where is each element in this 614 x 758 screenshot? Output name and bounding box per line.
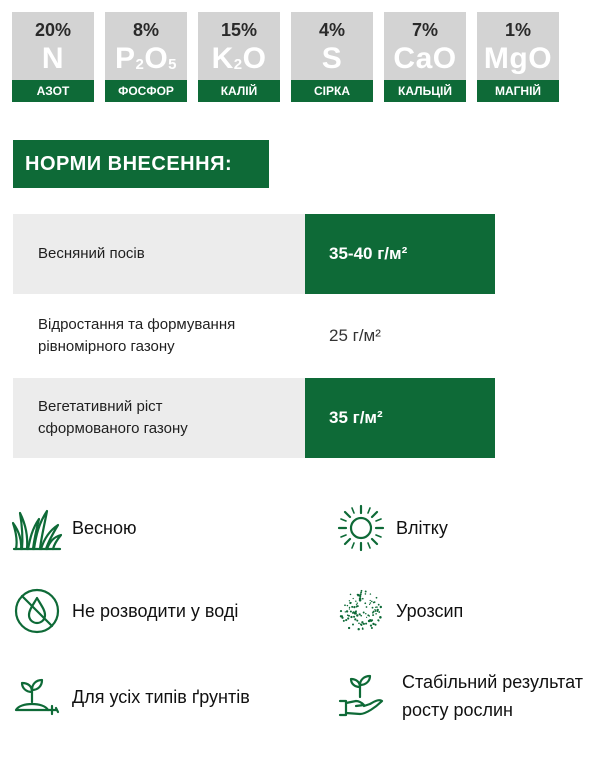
nutrient-percent: 1% — [504, 20, 531, 40]
nutrient-badge-cao — [384, 12, 466, 102]
feature-label: Стабільний результат росту рослин — [402, 672, 583, 720]
nutrient-symbol: $P_2O_5$ — [114, 42, 178, 75]
rate-label: Весняний посів — [13, 214, 305, 294]
nutrient-badge-s — [291, 12, 373, 102]
nutrient-name: МАГНІЙ — [477, 80, 559, 102]
section-title: НОРМИ ВНЕСЕННЯ: — [13, 140, 269, 188]
scatter-seed-icon — [336, 586, 386, 636]
nutrient-badge-p2o5 — [105, 12, 187, 102]
nutrient-name: ФОСФОР — [105, 80, 187, 102]
rate-value: 25 г/м² — [329, 326, 381, 345]
feature-summer — [336, 503, 448, 553]
nutrient-percent: 20% — [34, 20, 72, 40]
nutrient-badge-k2o — [198, 12, 280, 102]
nutrient-percent: 8% — [132, 20, 159, 40]
nutrient-percent: 7% — [411, 20, 438, 40]
feature-all-soils — [12, 672, 250, 722]
feature-stable-result — [336, 668, 583, 724]
hand-plant-icon — [336, 671, 386, 721]
nutrient-name: КАЛЬЦІЙ — [384, 80, 466, 102]
nutrient-badges — [12, 12, 572, 102]
feature-broadcast — [336, 586, 463, 636]
nutrient-badge-mgo — [477, 12, 559, 102]
rate-value: 35-40 г/м² — [305, 214, 495, 294]
feature-label: Для усіх типів ґрунтів — [72, 687, 250, 707]
nutrient-name: КАЛІЙ — [198, 80, 280, 102]
rate-row-vegetative-growth — [13, 378, 495, 458]
feature-label: Весною — [72, 518, 137, 538]
nutrient-symbol: MgO — [483, 42, 553, 75]
rate-value: 35 г/м² — [305, 378, 495, 458]
rate-row-regrowth — [13, 298, 495, 374]
nutrient-symbol: N — [41, 42, 65, 75]
feature-label: Не розводити у воді — [72, 601, 239, 621]
feature-label: Урозсип — [396, 601, 464, 621]
rate-label: Вегетативний ріст сформованого газону — [13, 378, 305, 458]
rate-row-spring-sowing — [13, 214, 495, 294]
nutrient-badge-n — [12, 12, 94, 102]
nutrient-name: СІРКА — [291, 80, 373, 102]
grass-icon — [12, 503, 62, 553]
rate-label: Відростання та формування рівномірного газону — [38, 316, 236, 355]
sprout-soil-icon — [12, 672, 62, 722]
sun-icon — [336, 503, 386, 553]
nutrient-symbol: S — [321, 42, 343, 75]
no-water-icon — [12, 586, 62, 636]
feature-spring — [12, 503, 136, 553]
nutrient-percent: 15% — [220, 20, 258, 40]
nutrient-symbol: $K_2O$ — [211, 42, 267, 75]
nutrient-name: АЗОТ — [12, 80, 94, 102]
feature-label: Влітку — [396, 518, 448, 538]
nutrient-percent: 4% — [318, 20, 345, 40]
feature-no-dilute — [12, 586, 238, 636]
nutrient-symbol: CaO — [393, 42, 457, 75]
